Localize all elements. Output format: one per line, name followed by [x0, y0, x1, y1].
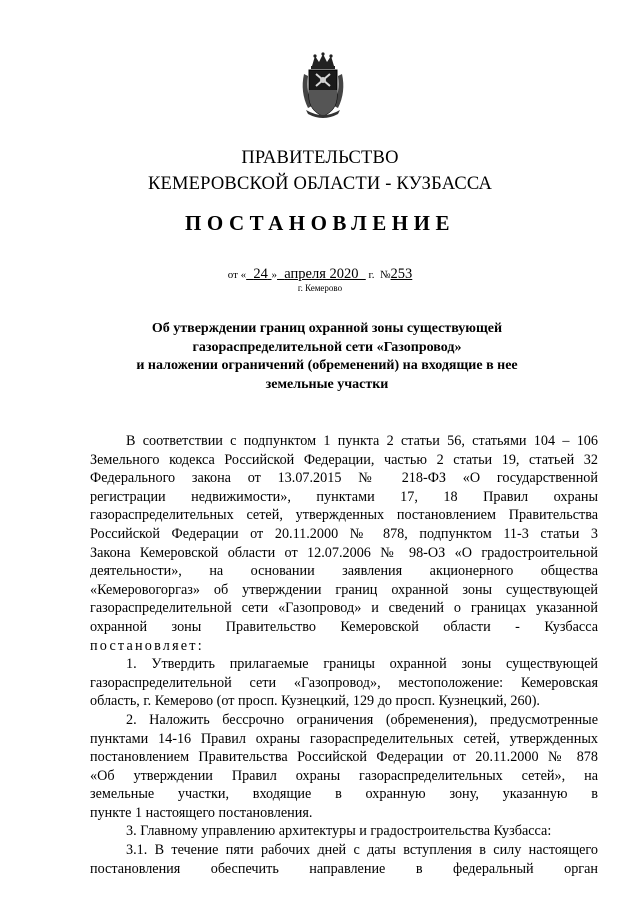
body-line: 2. Наложить бессрочно ограничения (обременения), предусмотренные — [126, 711, 598, 728]
body-line: земельные участки, входящие в охранную зону, указанную в — [90, 786, 598, 803]
body-line: 1. Утвердить прилагаемые границы охранной зоны существующей — [126, 656, 598, 673]
document-number: 253 — [390, 266, 413, 282]
item-3-1 — [90, 841, 598, 878]
subject-line: земельные участки — [265, 376, 389, 392]
number-prefix: № — [380, 269, 391, 281]
item-2 — [90, 711, 598, 823]
body-line: газораспределительной сети «Газопровод» и сведений о границах указанной — [90, 600, 598, 617]
document-body — [90, 432, 598, 878]
date-prefix: от « — [227, 269, 247, 281]
document-place: г. Кемерово — [297, 283, 343, 293]
government-name-line1: ПРАВИТЕЛЬСТВО — [241, 148, 399, 168]
body-line: «Об утверждении Правил охраны газораспределительных сетей», на — [90, 767, 598, 784]
body-line: газораспределительных сетей, утвержденных постановлением Правительства — [90, 507, 598, 524]
body-line: постановлением Правительства Российской Федерации от 20.11.2000 № 878 — [90, 749, 598, 766]
date-mid: » — [271, 269, 278, 281]
body-line: В соответствии с подпунктом 1 пункта 2 статьи 56, статьями 104 – 106 — [126, 433, 598, 449]
date-suffix: г. — [368, 269, 375, 281]
body-line: 3.1. В течение пяти рабочих дней с даты вступления в силу настоящего — [126, 842, 598, 859]
decree-word: постановляет: — [90, 637, 204, 654]
subject-line: Об утверждении границ охранной зоны существующей — [151, 321, 503, 336]
document-subject — [80, 320, 574, 394]
date-day: 24 — [253, 266, 268, 282]
body-line: постановления обеспечить направление в федеральный орган — [90, 860, 598, 877]
preamble-paragraph — [90, 432, 598, 655]
document-type-title: ПОСТАНОВЛЕНИЕ — [185, 211, 455, 235]
body-line: область, г. Кемерово (от просп. Кузнецкий, 129 до просп. Кузнецкий, 260). — [90, 693, 540, 710]
government-name-line2: КЕМЕРОВСКОЙ ОБЛАСТИ - КУЗБАССА — [147, 174, 493, 194]
body-line: деятельности», на основании заявления акционерного общества — [90, 563, 598, 580]
body-line: «Кемеровогоргаз» об утверждении границ охранной зоны существующей — [90, 581, 598, 598]
body-line: Российской Федерации от 20.11.2000 № 878, подпунктом 11-3 статьи 3 — [90, 525, 598, 542]
body-line: пунктами 14-16 Правил охраны газораспределительных сетей, утвержденных — [90, 730, 598, 747]
body-line: регистрации недвижимости», пунктами 17, 18 Правил охраны — [90, 488, 598, 505]
subject-line: и наложении ограничений (обременений) на входящие в нее — [136, 358, 518, 373]
document-date-number — [0, 266, 640, 283]
body-line: Закона Кемеровской области от 12.07.2006 № 98-ОЗ «О градостроительной — [90, 544, 598, 561]
date-month-year: апреля 2020 — [284, 266, 359, 282]
body-line: Земельного кодекса Российской Федерации, частью 2 статьи 19, статьей 32 — [90, 451, 598, 468]
body-line: охранной зоны Правительство Кемеровской области - Кузбасса — [90, 618, 598, 635]
body-line: пункте 1 настоящего постановления. — [90, 804, 313, 821]
body-line: газораспределительной сети «Газопровод», местоположение: Кемеровская — [90, 674, 598, 691]
body-line: 3. Главному управлению архитектуры и градостроительства Кузбасса: — [126, 823, 552, 840]
item-3 — [90, 822, 598, 841]
item-1 — [90, 655, 598, 711]
coat-of-arms-emblem — [298, 52, 348, 122]
subject-line: газораспределительной сети «Газопровод» — [192, 339, 462, 355]
body-line: Федерального закона от 13.07.2015 № 218-ФЗ «О государственной — [90, 470, 598, 487]
